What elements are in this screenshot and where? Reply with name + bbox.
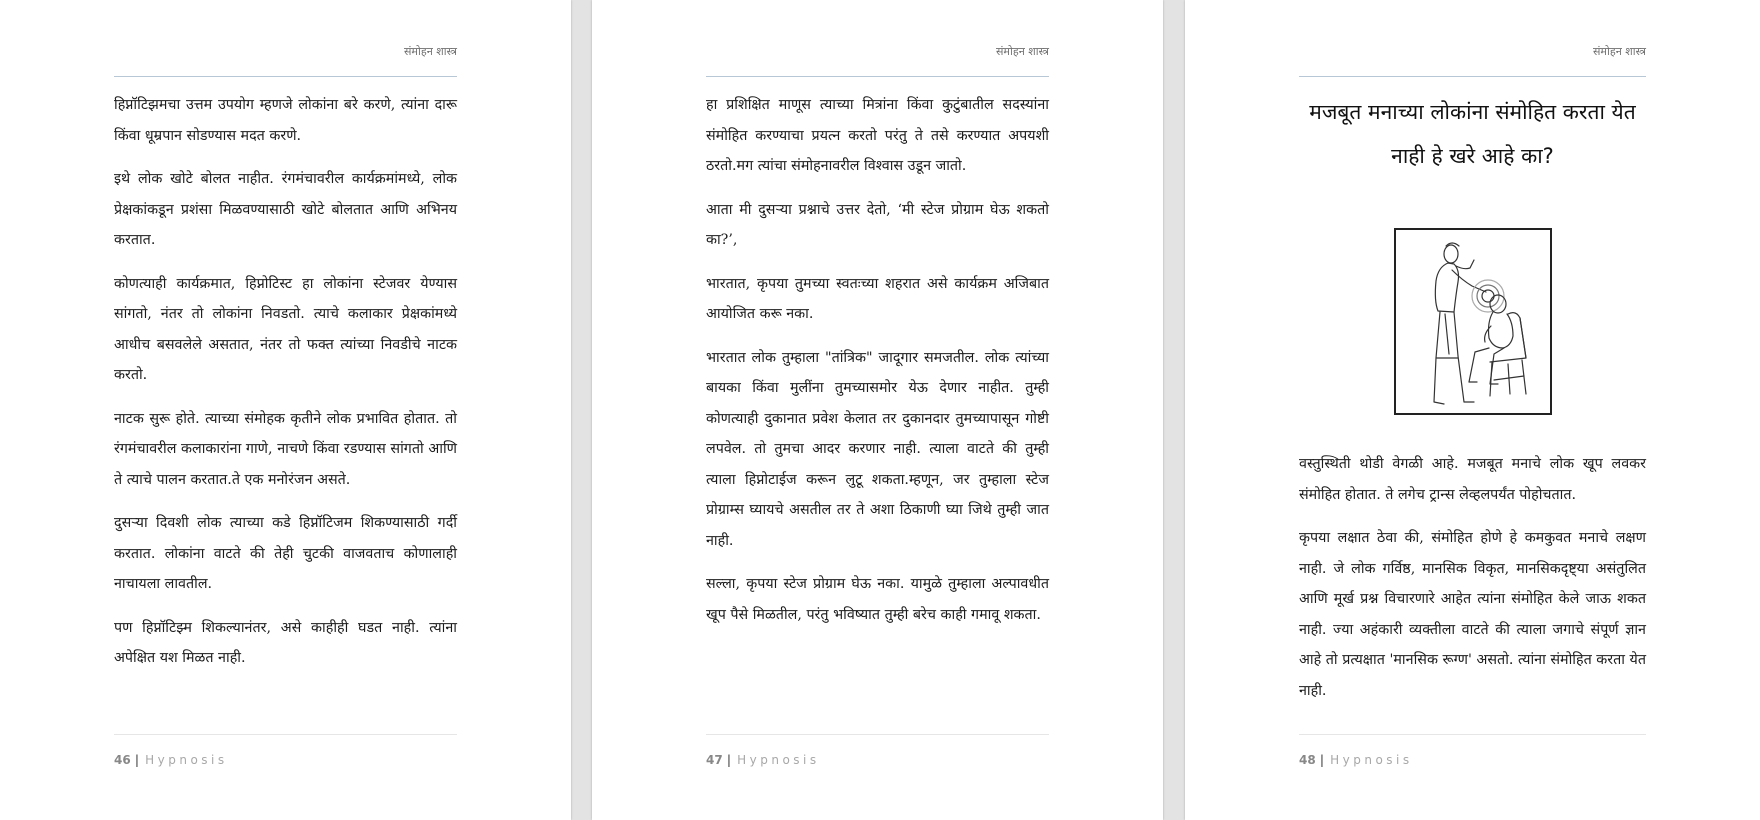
page-47: [592, 0, 1163, 820]
paragraph: कोणत्याही कार्यक्रमात, हिप्नोटिस्ट हा लोकांना स्टेजवर येण्यास सांगतो, नंतर तो लोकांना निवडतो. त्याचे कलाकार प्रेक्षकांमध्ये आधीच बसवलेले असतात, नंतर तो फक्त त्यांच्या निवडीचे नाटक करतो.: [114, 275, 457, 383]
page-number: 47: [706, 753, 723, 767]
running-header: संमोहन शास्त्र: [1299, 44, 1646, 77]
paragraph: भारतात, कृपया तुमच्या स्वतःच्या शहरात असे कार्यक्रम अजिबात आयोजित करू नका.: [706, 275, 1049, 322]
paragraph: पण हिप्नॉटिझ्म शिकल्यानंतर, असे काहीही घडत नाही. त्यांना अपेक्षित यश मिळत नाही.: [114, 619, 457, 666]
footer-book-title: Hypnosis: [737, 753, 820, 767]
paragraph: कृपया लक्षात ठेवा की, संमोहित होणे हे कमकुवत मनाचे लक्षण नाही. जे लोक गर्विष्ठ, मानसिक विकृत, मानसिकदृष्ट्या असंतुलित आणि मूर्ख प्रश्न विचारणारे आहेत त्यांना संमोहित केले जाऊ शकत नाही. ज्या अहंकारी व्यक्तीला वाटते की त्याला जगाचे संपूर्ण ज्ञान आहे तो प्रत्यक्षात 'मानसिक रूग्ण' असतो. त्यांना संमोहित करता येत नाही.: [1299, 530, 1646, 699]
running-header: संमोहन शास्त्र: [114, 44, 457, 77]
paragraph: हा प्रशिक्षित माणूस त्याच्या मित्रांना किंवा कुटुंबातील सदस्यांना संमोहित करण्याचा प्रयत्न करतो परंतु ते तसे करण्यात अपयशी ठरतो.मग त्यांचा संमोहनावरील विश्वास उडून जातो.: [706, 97, 1049, 174]
page-number: 48: [1299, 753, 1316, 767]
page-body: [1299, 90, 1646, 719]
hypnotist-illustration-icon: [1394, 228, 1552, 415]
page-footer: [706, 734, 1049, 767]
paragraph: वस्तुस्थिती थोडी वेगळी आहे. मजबूत मनाचे लोक खूप लवकर संमोहित होतात. ते लगेच ट्रान्स लेव्हलपर्यंत पोहोचतात.: [1299, 456, 1646, 503]
footer-separator: |: [134, 753, 140, 767]
footer-book-title: Hypnosis: [1330, 753, 1413, 767]
page-body: [706, 90, 1049, 643]
paragraph: सल्ला, कृपया स्टेज प्रोग्राम घेऊ नका. यामुळे तुम्हाला अल्पावधीत खूप पैसे मिळतील, परंतु भविष्यात तुम्ही बरेच काही गमावू शकता.: [706, 576, 1049, 623]
page-46: [0, 0, 571, 820]
paragraph: इथे लोक खोटे बोलत नाहीत. रंगमंचावरील कार्यक्रमांमध्ये, लोक प्रेक्षकांकडून प्रशंसा मिळवण्यासाठी खोटे बोलतात आणि अभिनय करतात.: [114, 171, 457, 248]
paragraph: आता मी दुसऱ्या प्रश्नाचे उत्तर देतो, ‘मी स्टेज प्रोग्राम घेऊ शकतो का?’,: [706, 201, 1049, 248]
section-title-line: नाही हे खरे आहे का?: [1391, 144, 1554, 168]
footer-book-title: Hypnosis: [145, 753, 228, 767]
page-body: [114, 90, 457, 687]
footer-separator: |: [1319, 753, 1325, 767]
footer-separator: |: [726, 753, 732, 767]
section-title-line: मजबूत मनाच्या लोकांना संमोहित करता येत: [1309, 100, 1636, 124]
section-title: [1299, 90, 1646, 178]
page-48: [1185, 0, 1760, 820]
page-footer: [1299, 734, 1646, 767]
paragraph: भारतात लोक तुम्हाला "तांत्रिक" जादूगार समजतील. लोक त्यांच्या बायका किंवा मुलींना तुमच्यासमोर येऊ देणार नाहीत. तुम्ही कोणत्याही दुकानात प्रवेश केलात तर दुकानदार तुमच्यापासून गोष्टी लपवेल. तो तुमचा आदर करणार नाही. त्याला वाटते की तुम्ही त्याला हिप्नोटाईज करून लुटू शकता.म्हणून, जर तुम्हाला स्टेज प्रोग्राम्स घ्यायचे असतील तर ते अशा ठिकाणी घ्या जिथे तुम्ही जात नाही.: [706, 349, 1049, 549]
paragraph: नाटक सुरू होते. त्याच्या संमोहक कृतीने लोक प्रभावित होतात. तो रंगमंचावरील कलाकारांना गाणे, नाचणे किंवा रडण्यास सांगतो आणि ते त्याचे पालन करतात.ते एक मनोरंजन असते.: [114, 410, 457, 488]
paragraph: दुसऱ्या दिवशी लोक त्याच्या कडे हिप्नॉटिजम शिकण्यासाठी गर्दी करतात. लोकांना वाटते की तेही चुटकी वाजवताच कोणालाही नाचायला लावतील.: [114, 515, 457, 592]
paragraph: हिप्नॉटिझमचा उत्तम उपयोग म्हणजे लोकांना बरे करणे, त्यांना दारू किंवा धूम्रपान सोडण्यास मदत करणे.: [114, 97, 457, 144]
running-header: संमोहन शास्त्र: [706, 44, 1049, 77]
page-number: 46: [114, 753, 131, 767]
page-footer: [114, 734, 457, 767]
